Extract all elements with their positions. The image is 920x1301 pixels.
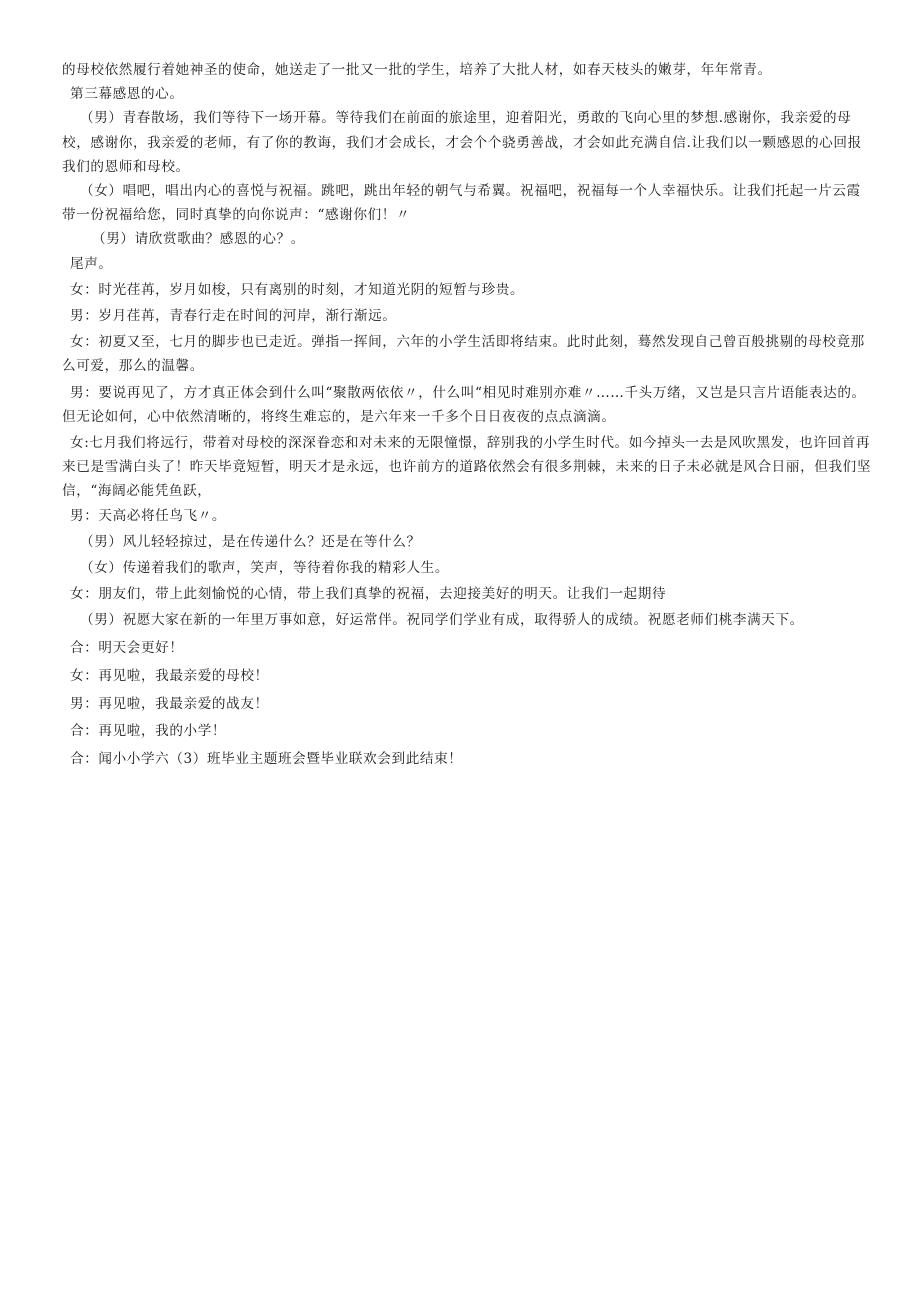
line-female-3: 女:七月我们将远行，带着对母校的深深眷恋和对未来的无限憧憬，辞别我的小学生时代。如今掉头一去是风吹黑发，也许回首再来已是雪满白头了！昨天毕竟短暂，明天才是永远，也许前方的道路依然会有很多荆棘，未来的日子未必就是风合日丽，但我们坚信，“海阔必能凭鱼跃，: [62, 435, 872, 500]
line-male-2: 男：要说再见了，方才真正体会到什么叫“聚散两依依〃，什么叫“相见时难别亦难〃……千头万绪，又岂是只言片语能表达的。但无论如何，心中依然清晰的，将终生难忘的，是六年来一千多个日日夜夜的点点滴滴。: [62, 384, 866, 425]
line-male-wishes: （男）祝愿大家在新的一年里万事如意，好运常伴。祝同学们学业有成，取得骄人的成绩。祝愿老师们桃李满天下。: [80, 612, 804, 629]
line-male-3: 男：天高必将任鸟飞〃。: [70, 507, 227, 524]
paragraph-song-intro: （男）请欣赏歌曲？感恩的心？。: [92, 231, 305, 248]
section-heading-epilogue: 尾声。: [70, 255, 113, 272]
line-chorus-2: 合：再见啦，我的小学！: [70, 723, 227, 740]
line-male-wind: （男）风儿轻轻掠过，是在传递什么？还是在等什么？: [80, 533, 421, 550]
line-female-2: 女：初夏又至，七月的脚步也已走近。弹指一挥间，六年的小学生活即将结束。此时此刻，蓦然发现自己曾百般挑剔的母校竟那么可爱，那么的温馨。: [62, 334, 865, 375]
paragraph-1: 的母校依然履行着她神圣的使命，她送走了一批又一批的学生，培养了大批人材，如春天枝头的嫩芽，年年常青。: [62, 62, 772, 78]
line-chorus-1: 合：明天会更好！: [70, 640, 184, 657]
line-female-4: 女：朋友们，带上此刻愉悦的心情，带上我们真挚的祝福，去迎接美好的明天。让我们一起期待: [70, 586, 667, 603]
line-female-1: 女：时光荏苒，岁月如梭，只有离别的时刻，才知道光阴的短暂与珍贵。: [70, 281, 525, 298]
line-female-song: （女）传递着我们的歌声，笑声，等待着你我的精彩人生。: [80, 560, 450, 577]
line-female-farewell: 女：再见啦，我最亲爱的母校！: [70, 667, 269, 684]
paragraph-male-gratitude: （男）青春散场，我们等待下一场开幕。等待我们在前面的旅途里，迎着阳光，勇敢的飞向心里的梦想.感谢你，我亲爱的母校，感谢你，我亲爱的老师，有了你的教诲，我们才会成长，才会个个骁勇善战，才会如此充满自信.让我们以一颗感恩的心回报我们的恩师和母校。: [62, 110, 862, 175]
line-chorus-closing: 合：闻小小学六（3）班毕业主题班会暨毕业联欢会到此结束！: [70, 750, 463, 767]
document-body: [62, 58, 874, 771]
paragraph-female-blessing: （女）唱吧，唱出内心的喜悦与祝福。跳吧，跳出年轻的朝气与希翼。祝福吧，祝福每一个人幸福快乐。让我们托起一片云霞带一份祝福给您，同时真挚的向你说声：“感谢你们！〃: [62, 183, 861, 224]
line-male-1: 男：岁月荏苒，青春行走在时间的河岸，渐行渐远。: [70, 308, 397, 325]
section-heading-act-three: 第三幕感恩的心。: [70, 86, 184, 103]
line-male-farewell: 男：再见啦，我最亲爱的战友！: [70, 695, 269, 712]
